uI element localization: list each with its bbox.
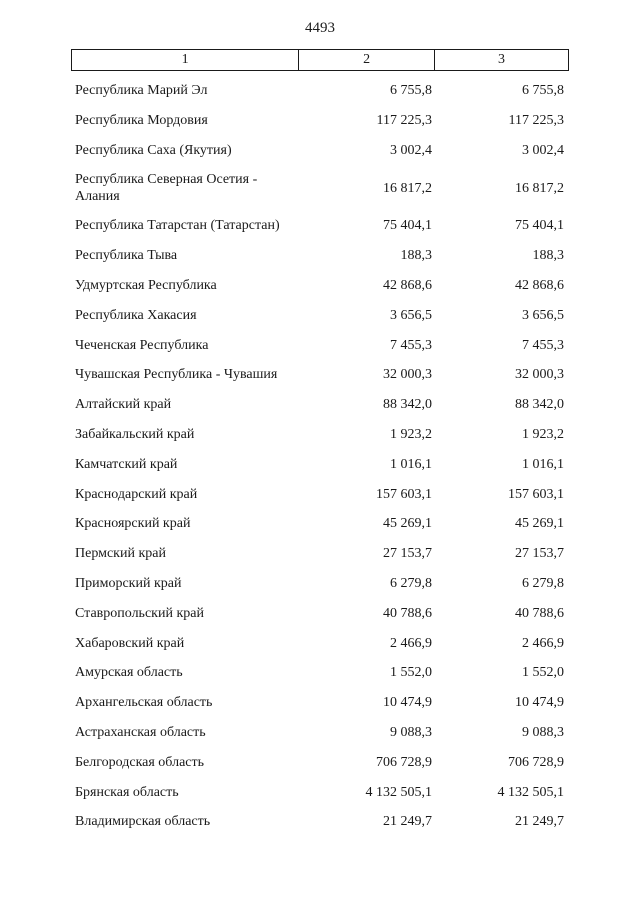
value-col-3: 75 404,1	[515, 218, 564, 234]
region-name: Ставропольский край	[75, 605, 204, 621]
table-row	[0, 103, 640, 133]
value-col-3: 3 656,5	[522, 307, 564, 323]
region-name: Красноярский край	[75, 516, 191, 532]
region-name: Чувашская Республика - Чувашия	[75, 367, 278, 383]
value-col-2: 117 225,3	[376, 112, 432, 128]
value-col-2: 1 016,1	[390, 456, 432, 472]
region-name: Алтайский край	[75, 397, 172, 413]
value-col-2: 75 404,1	[383, 218, 432, 234]
table-row	[0, 566, 640, 596]
value-col-2: 45 269,1	[383, 516, 432, 532]
table-row	[0, 417, 640, 447]
table-row	[0, 133, 640, 163]
table-row	[0, 447, 640, 477]
region-name: Чеченская Республика	[75, 337, 209, 353]
table-row	[0, 238, 640, 268]
value-col-3: 157 603,1	[508, 486, 564, 502]
table-row	[0, 73, 640, 103]
value-col-3: 1 552,0	[522, 665, 564, 681]
region-name: Пермский край	[75, 546, 166, 562]
region-name: Республика Северная Осетия - Алания	[75, 172, 258, 205]
value-col-2: 6 279,8	[390, 575, 432, 591]
region-name: Республика Саха (Якутия)	[75, 142, 232, 158]
value-col-2: 88 342,0	[383, 397, 432, 413]
region-name: Республика Марий Эл	[75, 83, 208, 98]
region-name: Хабаровский край	[75, 635, 185, 651]
region-name: Республика Татарстан (Татарстан)	[75, 218, 280, 234]
value-col-2: 16 817,2	[383, 181, 432, 197]
table-row	[0, 804, 640, 834]
value-col-2: 32 000,3	[383, 367, 432, 383]
region-name: Республика Мордовия	[75, 112, 208, 128]
table-body	[0, 73, 640, 834]
table-row	[0, 655, 640, 685]
value-col-2: 7 455,3	[390, 337, 432, 353]
value-col-2: 42 868,6	[383, 277, 432, 293]
value-col-3: 188,3	[532, 248, 564, 264]
table-row	[0, 162, 640, 208]
value-col-3: 21 249,7	[515, 814, 564, 830]
table-row	[0, 715, 640, 745]
value-col-2: 40 788,6	[383, 605, 432, 621]
region-name: Архангельская область	[75, 695, 213, 711]
column-header-2: 2	[299, 50, 435, 71]
value-col-2: 3 002,4	[390, 142, 432, 158]
table-row	[0, 596, 640, 626]
value-col-3: 117 225,3	[508, 112, 564, 128]
value-col-3: 10 474,9	[515, 695, 564, 711]
value-col-3: 7 455,3	[522, 337, 564, 353]
region-name: Белгородская область	[75, 754, 205, 770]
table-row	[0, 506, 640, 536]
region-name: Краснодарский край	[75, 486, 198, 502]
table-row	[0, 357, 640, 387]
region-name: Республика Тыва	[75, 248, 178, 264]
value-col-3: 42 868,6	[515, 277, 564, 293]
value-col-3: 4 132 505,1	[497, 784, 564, 800]
table-row	[0, 536, 640, 566]
region-name: Астраханская область	[75, 724, 206, 740]
value-col-2: 2 466,9	[390, 635, 432, 651]
table-row	[0, 775, 640, 805]
value-col-2: 27 153,7	[383, 546, 432, 562]
value-col-3: 9 088,3	[522, 724, 564, 740]
table-row	[0, 328, 640, 358]
table-row	[0, 208, 640, 238]
value-col-3: 88 342,0	[515, 397, 564, 413]
value-col-3: 27 153,7	[515, 546, 564, 562]
region-name: Республика Хакасия	[75, 307, 197, 323]
region-name: Удмуртская Республика	[75, 277, 217, 293]
column-header-table	[71, 49, 569, 71]
table-row	[0, 268, 640, 298]
value-col-3: 2 466,9	[522, 635, 564, 651]
table-row	[0, 477, 640, 507]
column-header-1: 1	[72, 50, 299, 71]
value-col-2: 3 656,5	[390, 307, 432, 323]
column-header-row	[72, 50, 569, 71]
value-col-2: 10 474,9	[383, 695, 432, 711]
region-name: Камчатский край	[75, 456, 178, 472]
table-row	[0, 685, 640, 715]
value-col-2: 188,3	[400, 248, 432, 264]
table-row	[0, 626, 640, 656]
value-col-3: 706 728,9	[508, 754, 564, 770]
value-col-3: 3 002,4	[522, 142, 564, 158]
value-col-2: 9 088,3	[390, 724, 432, 740]
value-col-3: 40 788,6	[515, 605, 564, 621]
value-col-3: 16 817,2	[515, 181, 564, 197]
region-name: Брянская область	[75, 784, 179, 800]
value-col-2: 706 728,9	[376, 754, 432, 770]
value-col-3: 45 269,1	[515, 516, 564, 532]
region-name: Владимирская область	[75, 814, 211, 830]
value-col-2: 1 923,2	[390, 426, 432, 442]
table-row	[0, 745, 640, 775]
page-number: 4493	[305, 20, 335, 36]
value-col-2: 4 132 505,1	[365, 784, 432, 800]
value-col-2: 21 249,7	[383, 814, 432, 830]
region-name: Амурская область	[75, 665, 183, 681]
table-row	[0, 387, 640, 417]
value-col-3: 6 755,8	[522, 83, 564, 98]
column-header-3: 3	[435, 50, 569, 71]
region-name: Приморский край	[75, 575, 182, 591]
value-col-2: 1 552,0	[390, 665, 432, 681]
table-row	[0, 298, 640, 328]
value-col-3: 32 000,3	[515, 367, 564, 383]
value-col-3: 1 923,2	[522, 426, 564, 442]
value-col-2: 6 755,8	[390, 83, 432, 98]
region-name: Забайкальский край	[75, 426, 195, 442]
value-col-2: 157 603,1	[376, 486, 432, 502]
value-col-3: 1 016,1	[522, 456, 564, 472]
value-col-3: 6 279,8	[522, 575, 564, 591]
